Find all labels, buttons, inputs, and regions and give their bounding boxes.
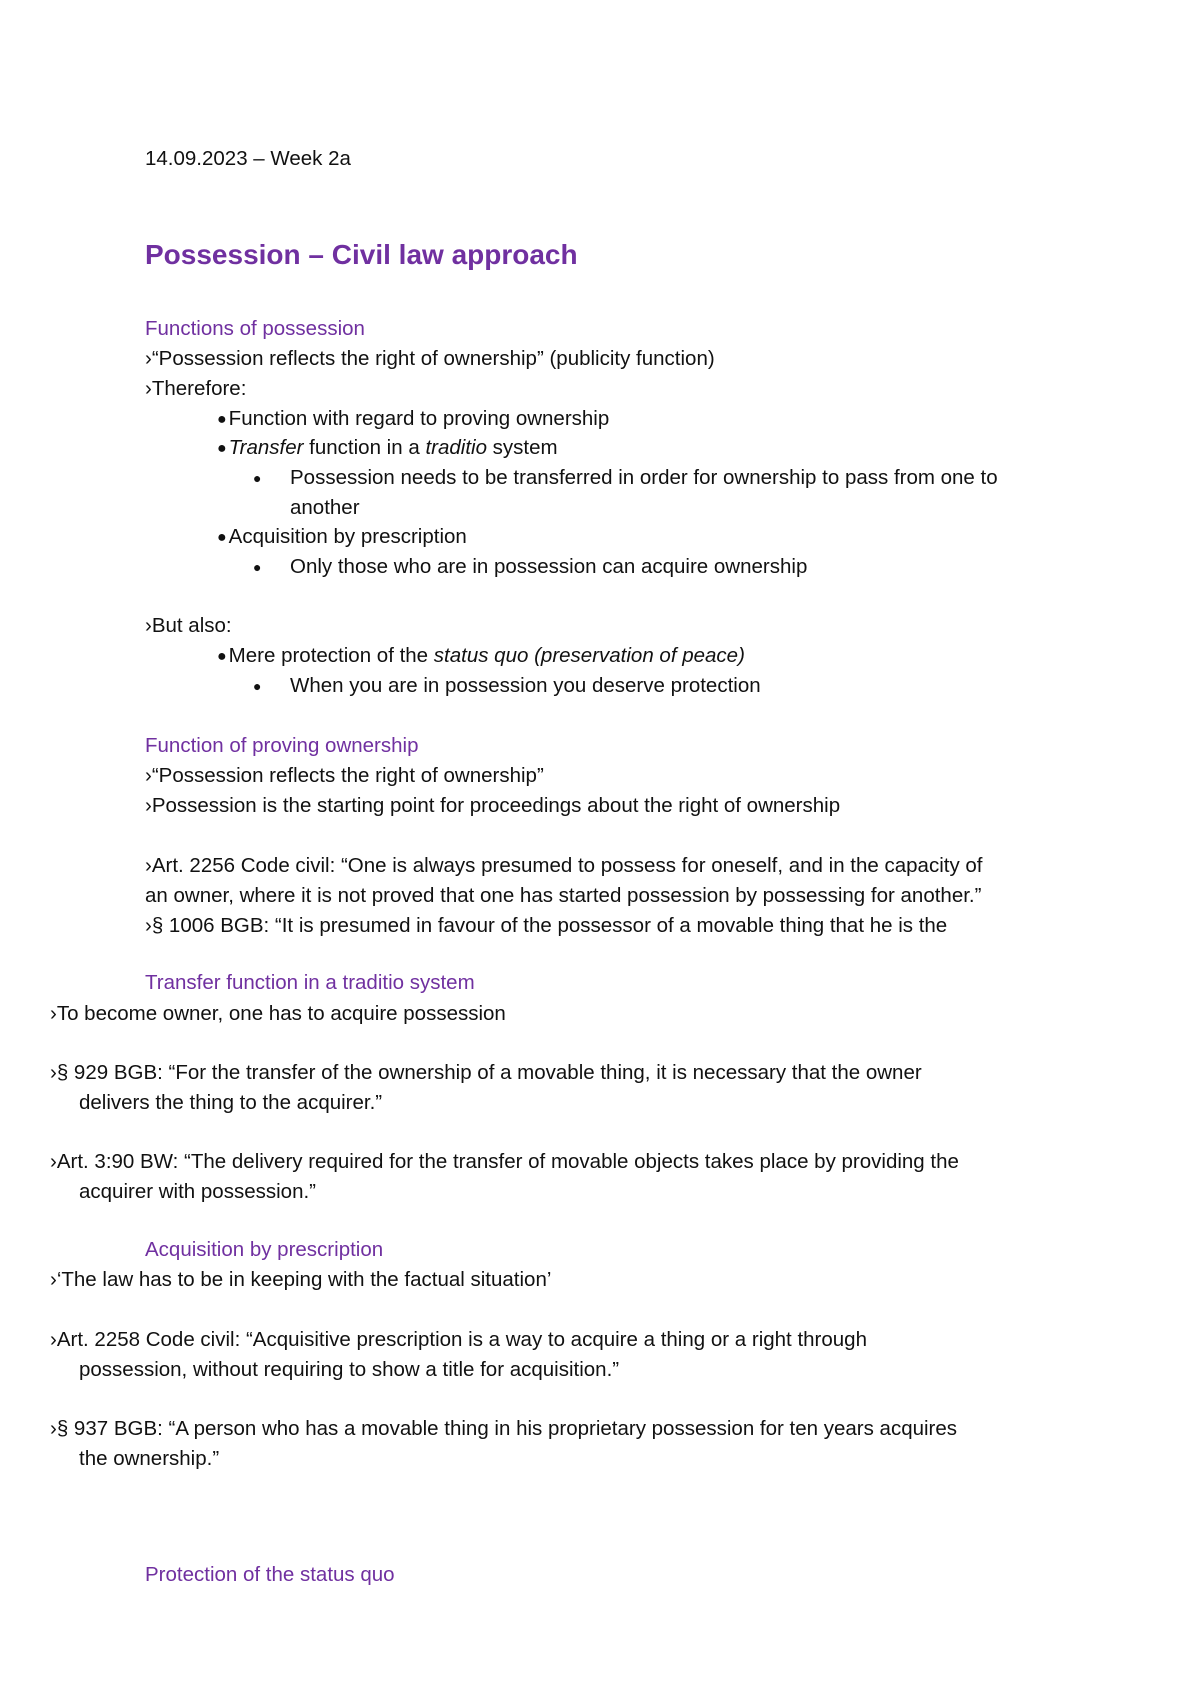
text-line: ›But also: — [145, 614, 232, 637]
text-line: ›Art. 3:90 BW: “The delivery required for the transfer of movable objects takes place by providing the — [50, 1150, 959, 1173]
sub-list-item-continued: another — [290, 496, 360, 519]
sub-list-item: When you are in possession you deserve protection — [290, 674, 761, 697]
list-item — [217, 435, 558, 463]
bullet-dot: ● — [253, 559, 262, 575]
bullet-dot: ● — [253, 678, 262, 694]
text-line: delivers the thing to the acquirer.” — [79, 1091, 383, 1114]
text-line: ›Art. 2258 Code civil: “Acquisitive prescription is a way to acquire a thing or a right through — [50, 1328, 867, 1351]
italic-text: status quo (preservation of peace) — [433, 644, 745, 667]
text-line: ›§ 1006 BGB: “It is presumed in favour of the possessor of a movable thing that he is the — [145, 914, 948, 937]
text-line: ›§ 929 BGB: “For the transfer of the ownership of a movable thing, it is necessary that the owner — [50, 1061, 922, 1084]
text-line: ›Possession is the starting point for proceedings about the right of ownership — [145, 794, 841, 817]
list-item-text: Function with regard to proving ownership — [228, 407, 610, 430]
list-item — [217, 643, 745, 671]
text-line: possession, without requiring to show a title for acquisition.” — [79, 1358, 620, 1381]
text-line: ›“Possession reflects the right of ownership” — [145, 764, 544, 787]
section-heading-transfer: Transfer function in a traditio system — [145, 971, 475, 994]
list-item — [217, 524, 467, 552]
list-item-text: Acquisition by prescription — [228, 525, 467, 548]
date-line: 14.09.2023 – Week 2a — [145, 147, 351, 170]
section-heading-prescription: Acquisition by prescription — [145, 1238, 384, 1261]
page-title: Possession – Civil law approach — [145, 239, 578, 270]
text-line: ›Therefore: — [145, 377, 247, 400]
text-line: ›“Possession reflects the right of ownership” (publicity function) — [145, 347, 715, 370]
section-heading-proving: Function of proving ownership — [145, 734, 419, 757]
list-item-text: system — [486, 436, 558, 459]
text-line: ›To become owner, one has to acquire possession — [50, 1002, 506, 1025]
text-line: the ownership.” — [79, 1447, 220, 1470]
italic-text: Transfer — [228, 436, 304, 459]
bullet-dot: ● — [253, 470, 262, 486]
section-heading-status-quo: Protection of the status quo — [145, 1563, 395, 1586]
text-line: acquirer with possession.” — [79, 1180, 316, 1203]
section-heading-functions: Functions of possession — [145, 317, 365, 340]
text-line: ›Art. 2256 Code civil: “One is always presumed to possess for oneself, and in the capacity of — [145, 854, 983, 877]
sub-list-item: Possession needs to be transferred in order for ownership to pass from one to — [290, 466, 998, 489]
sub-list-item: Only those who are in possession can acquire ownership — [290, 555, 808, 578]
list-item-text: function in a — [303, 436, 426, 459]
text-line: an owner, where it is not proved that one has started possession by possessing for another.” — [145, 884, 982, 907]
text-line: ›‘The law has to be in keeping with the factual situation’ — [50, 1268, 552, 1291]
list-item-text: Mere protection of the — [228, 644, 434, 667]
italic-text: traditio — [425, 436, 487, 459]
text-line: ›§ 937 BGB: “A person who has a movable thing in his proprietary possession for ten years acquires — [50, 1417, 958, 1440]
list-item — [217, 406, 609, 434]
